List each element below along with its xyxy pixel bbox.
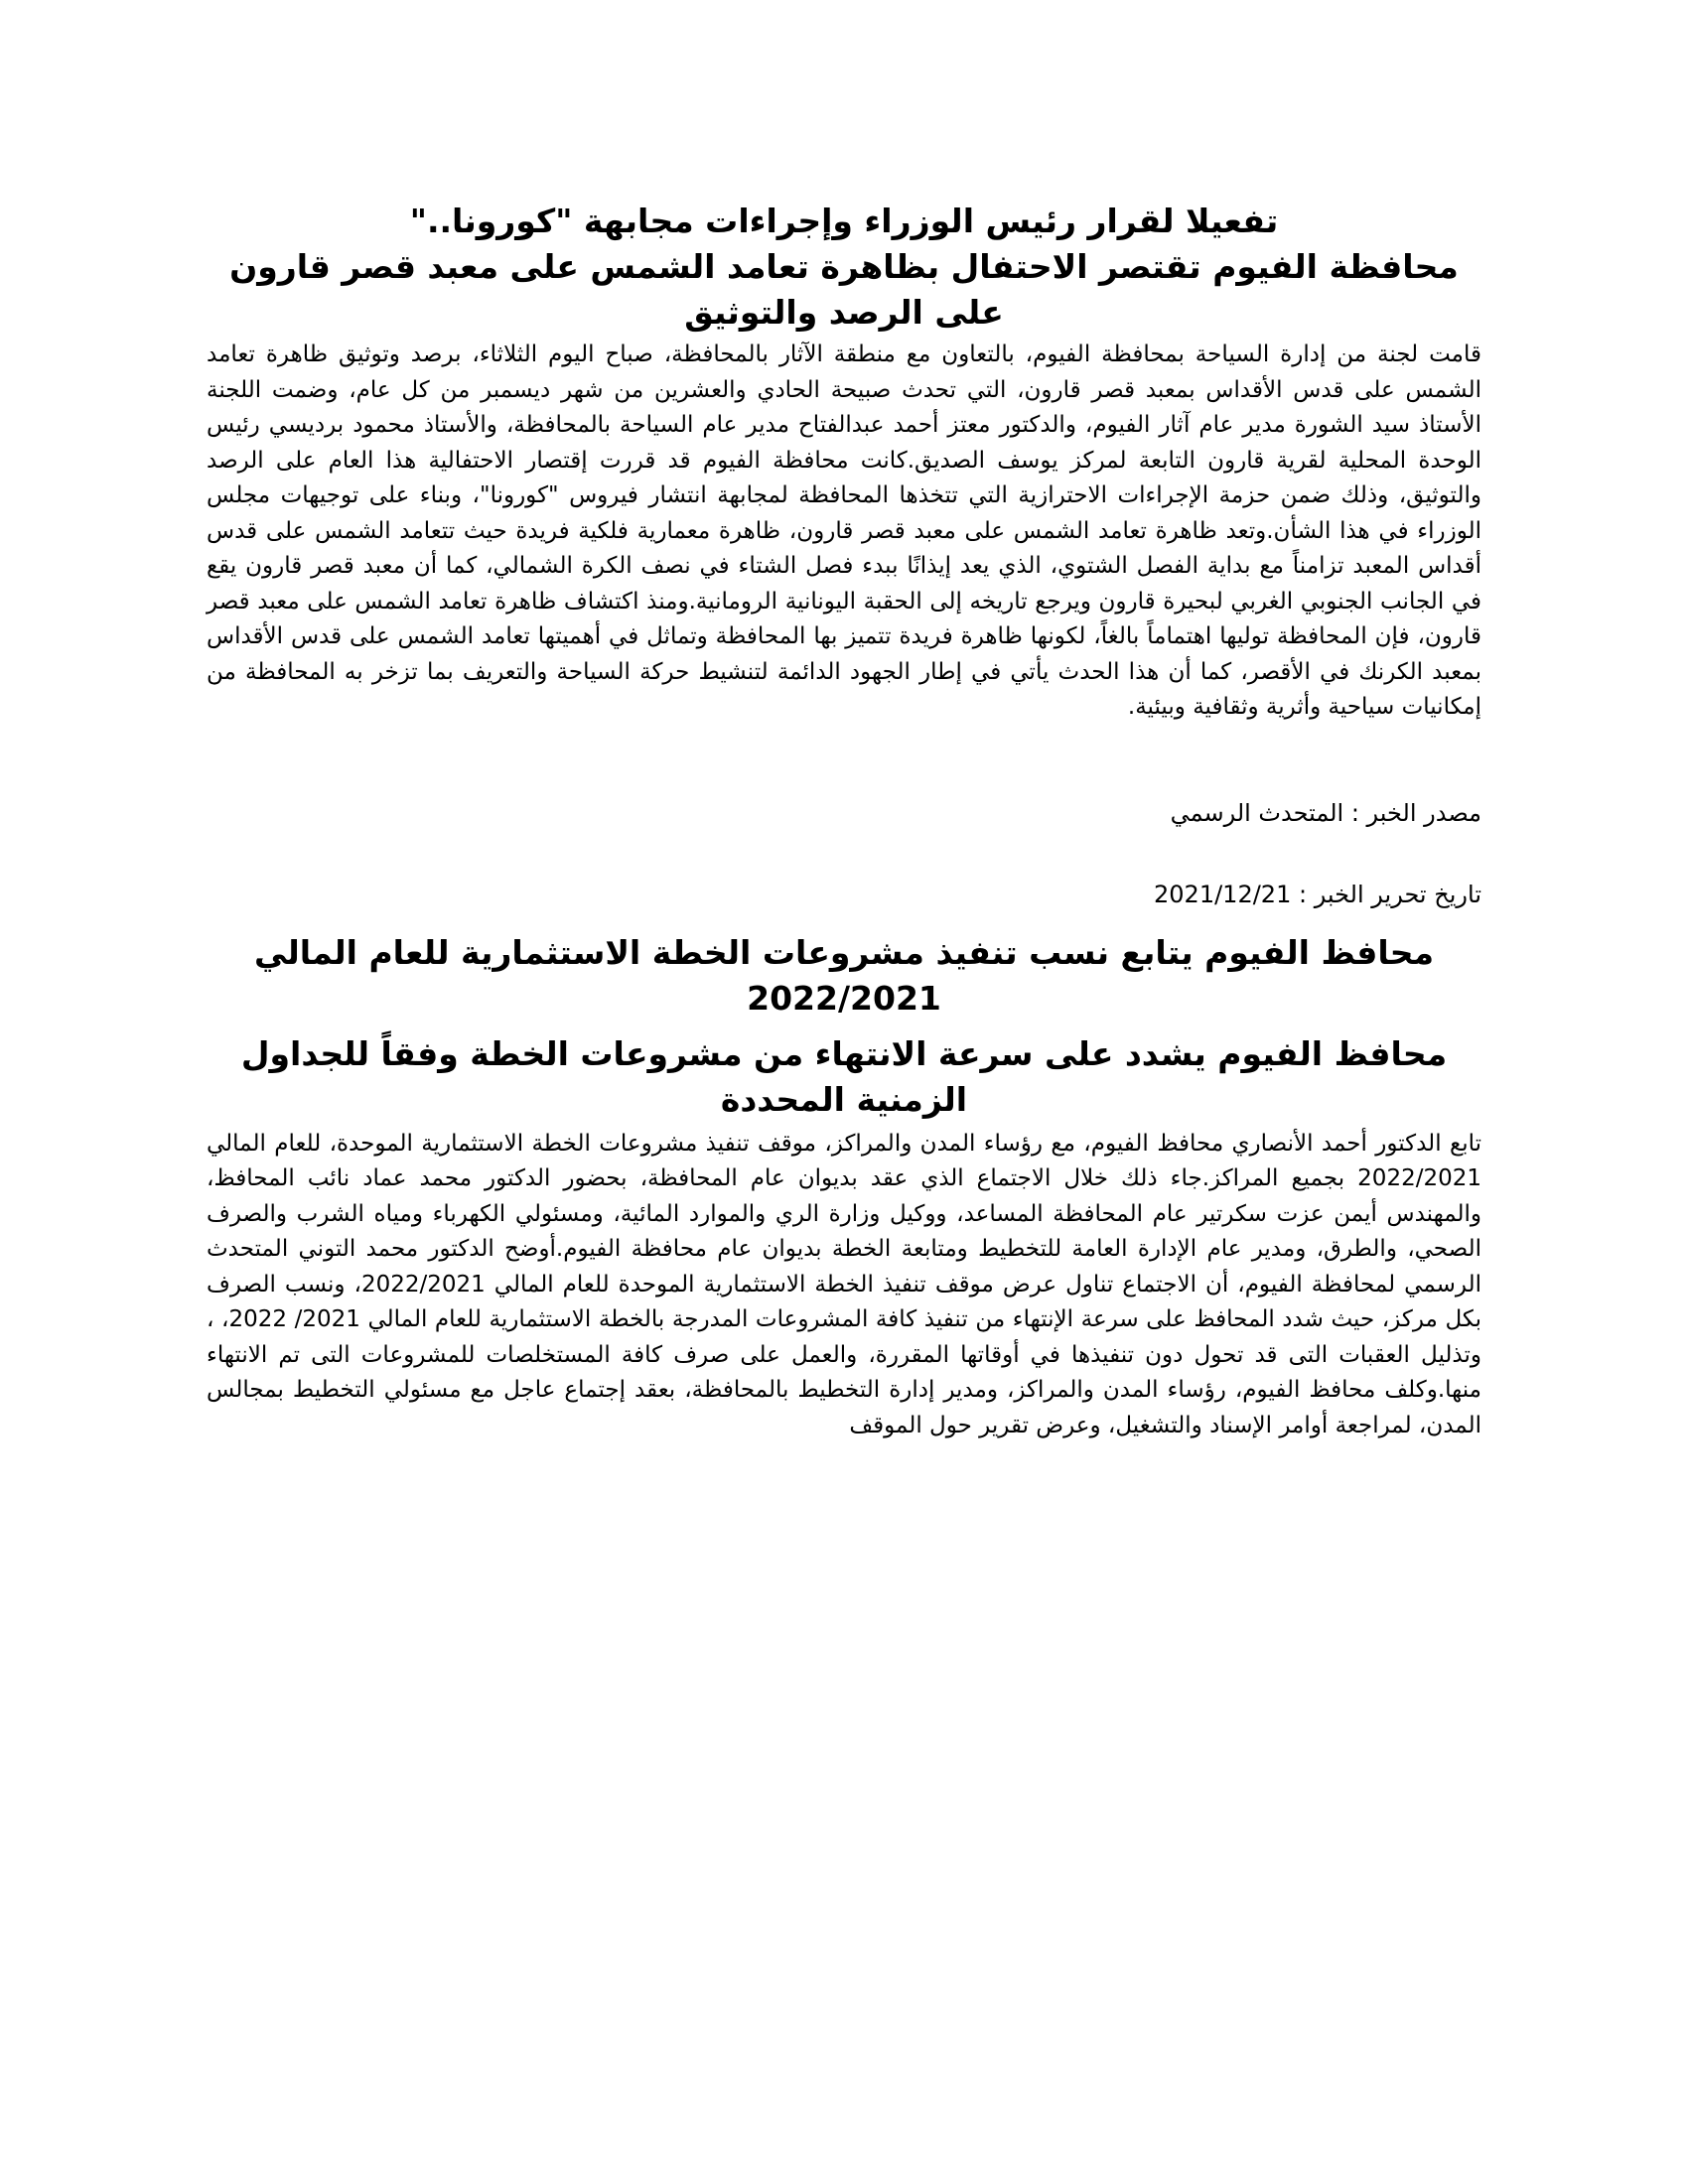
news-date-line: تاريخ تحرير الخبر : 2021/12/21 [1154, 880, 1481, 908]
article1-title: تفعيلا لقرار رئيس الوزراء وإجراءات مجابهة "كورونا.." [409, 202, 1279, 240]
article2-subtitle: محافظ الفيوم يشدد على سرعة الانتهاء من مشروعات الخطة وفقاً للجداول الزمنية المحددة [240, 1033, 1448, 1119]
article2-title: محافظ الفيوم يتابع نسب تنفيذ مشروعات الخطة الاستثمارية للعام المالي 2022/2021 [253, 932, 1435, 1018]
news-source-line: مصدر الخبر : المتحدث الرسمي [1170, 798, 1481, 827]
article1-body: قامت لجنة من إدارة السياحة بمحافظة الفيوم، بالتعاون مع منطقة الآثار بالمحافظة، صباح اليوم الثلاثاء، برصد وتوثيق ظاهرة تعامد الشمس على قدس الأقداس بمعبد قصر قارون، التي تحدث صبيحة الحادي والعشرين من شهر ديسمبر من كل عام، وضمت اللجنة الأستاذ سيد الشورة مدير عام آثار الفيوم، والدكتور معتز أحمد عبدالفتاح مدير عام السياحة بالمحافظة، والأستاذ محمود برديسي رئيس الوحدة المحلية لقرية قارون التابعة لمركز يوسف الصديق.كانت محافظة الفيوم قد قررت إقتصار الاحتفالية هذا العام على الرصد والتوثيق، وذلك ضمن حزمة الإجراءات الاحترازية التي تتخذها المحافظة لمجابهة انتشار فيروس "كورونا"، وبناء على توجيهات مجلس الوزراء في هذا الشأن.وتعد ظاهرة تعامد الشمس على معبد قصر قارون، ظاهرة معمارية فلكية فريدة حيث تتعامد الشمس على قدس أقداس المعبد تزامناً مع بداية الفصل الشتوي، الذي يعد إيذانًا ببدء فصل الشتاء في نصف الكرة الشمالي، كما أن معبد قصر قارون يقع في الجانب الجنوبي الغربي لبحيرة قارون ويرجع تاريخه إلى الحقبة اليونانية الرومانية.ومنذ اكتشاف ظاهرة تعامد الشمس على معبد قصر قارون، فإن المحافظة توليها اهتماماً بالغاً، لكونها ظاهرة فريدة تتميز بها المحافظة وتماثل في أهميتها تعامد الشمس على قدس الأقداس بمعبد الكرنك في الأقصر، كما أن هذا الحدث يأتي في إطار الجهود الدائمة لتنشيط حركة السياحة والتعريف بما تزخر به المحافظة من إمكانيات سياحية وأثرية وثقافية وبيئية. [207, 341, 1481, 720]
article2-body: تابع الدكتور أحمد الأنصاري محافظ الفيوم، مع رؤساء المدن والمراكز، موقف تنفيذ مشروعات الخطة الاستثمارية الموحدة، للعام المالي 2022/2021 بجميع المراكز.جاء ذلك خلال الاجتماع الذي عقد بديوان عام المحافظة، بحضور الدكتور محمد عماد نائب المحافظ، والمهندس أيمن عزت سكرتير عام المحافظة المساعد، ووكيل وزارة الري والموارد المائية، ومسئولي الكهرباء ومياه الشرب والصرف الصحي، والطرق، ومدير عام الإدارة العامة للتخطيط ومتابعة الخطة بديوان عام محافظة الفيوم.أوضح الدكتور محمد التوني المتحدث الرسمي لمحافظة الفيوم، أن الاجتماع تناول عرض موقف تنفيذ الخطة الاستثمارية الموحدة للعام المالي 2022/2021، ونسب الصرف بكل مركز، حيث شدد المحافظ على سرعة الإنتهاء من تنفيذ كافة المشروعات المدرجة بالخطة الاستثمارية للعام المالي 2021/ 2022، ، وتذليل العقبات التى قد تحول دون تنفيذها في أوقاتها المقررة، والعمل على صرف كافة المستخلصات للمشروعات التى تم الانتهاء منها.وكلف محافظ الفيوم، رؤساء المدن والمراكز، ومدير إدارة التخطيط بالمحافظة، بعقد إجتماع عاجل مع مسئولي التخطيط بمجالس المدن، لمراجعة أوامر الإسناد والتشغيل، وعرض تقرير حول الموقف [207, 1130, 1481, 1438]
document-page [207, 199, 1481, 1443]
article1-subtitle: محافظة الفيوم تقتصر الاحتفال بظاهرة تعامد الشمس على معبد قصر قارون على الرصد والتوثيق [229, 247, 1459, 332]
